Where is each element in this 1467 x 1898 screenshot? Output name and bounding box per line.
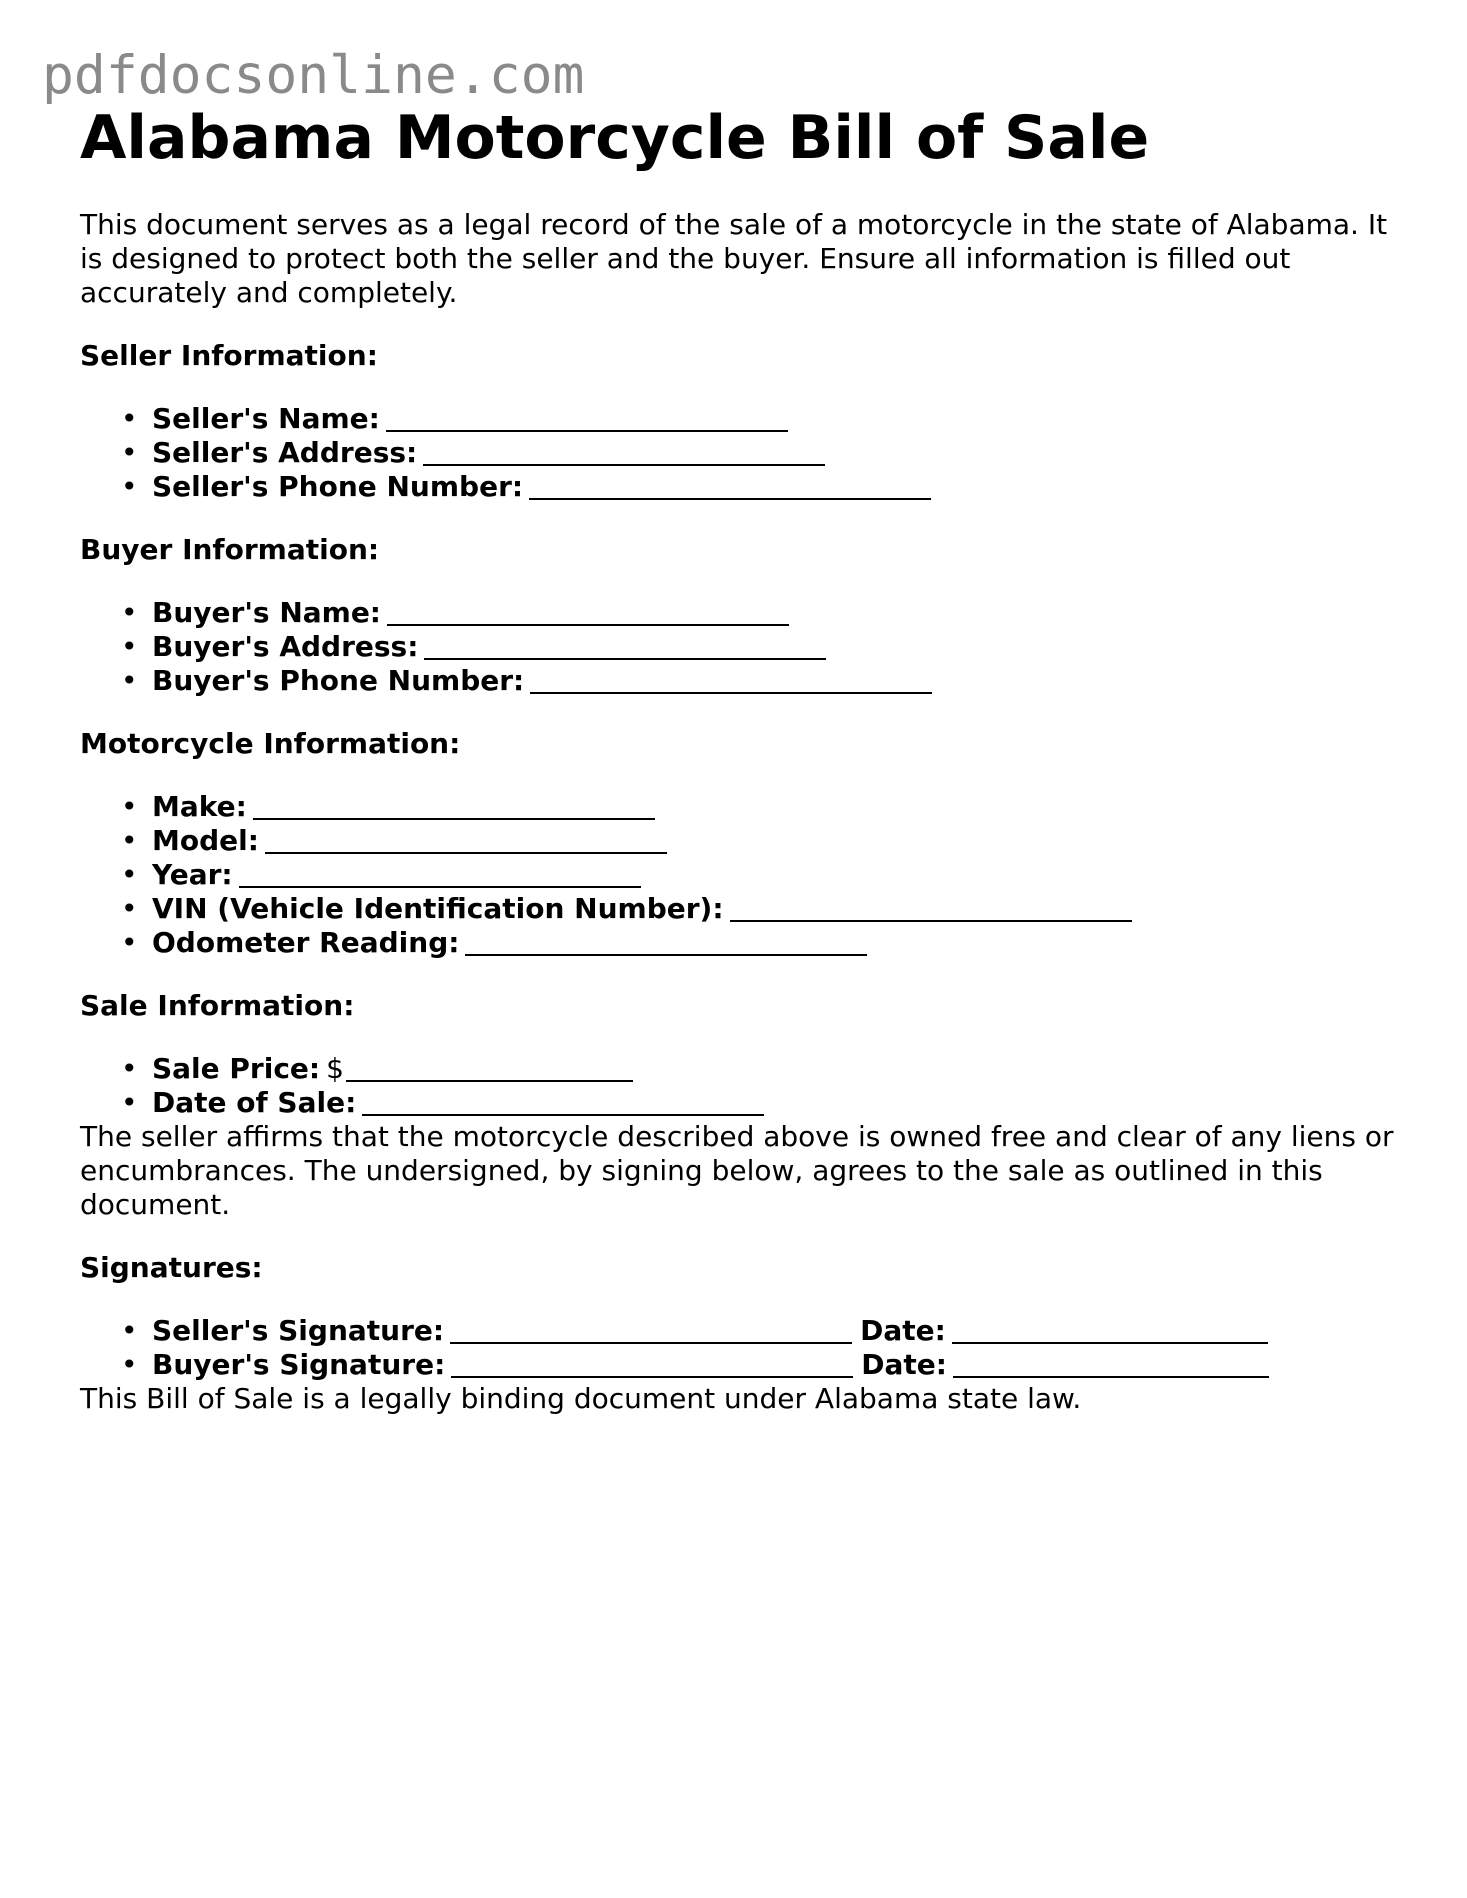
- seller-signature-date-label: Date:: [860, 1314, 946, 1347]
- buyer-name-field[interactable]: [387, 623, 789, 626]
- seller-signature-label: Seller's Signature:: [152, 1314, 445, 1347]
- vin-label: VIN (Vehicle Identification Number):: [152, 892, 724, 925]
- buyer-address-label: Buyer's Address:: [152, 630, 419, 663]
- make-label: Make:: [152, 790, 247, 823]
- odometer-item: [152, 926, 1400, 960]
- seller-phone-item: [152, 470, 1400, 504]
- buyer-phone-field[interactable]: [530, 691, 932, 694]
- motorcycle-section-heading: Motorcycle Information:: [80, 727, 461, 760]
- signatures-list: [80, 1314, 1400, 1382]
- sale-date-field[interactable]: [362, 1113, 764, 1116]
- seller-signature-field[interactable]: [450, 1341, 852, 1344]
- odometer-field[interactable]: [465, 953, 867, 956]
- sale-section-heading: Sale Information:: [80, 989, 355, 1022]
- motorcycle-fields-list: [80, 790, 1400, 960]
- seller-name-field[interactable]: [386, 429, 788, 432]
- sale-date-label: Date of Sale:: [152, 1086, 357, 1119]
- vin-field[interactable]: [730, 919, 1132, 922]
- seller-phone-field[interactable]: [529, 497, 931, 500]
- document: [80, 100, 1400, 1416]
- seller-phone-label: Seller's Phone Number:: [152, 470, 524, 503]
- sale-date-item: [152, 1086, 1400, 1120]
- buyer-address-item: [152, 630, 1400, 664]
- year-item: [152, 858, 1400, 892]
- signatures-section-heading: Signatures:: [80, 1251, 263, 1284]
- currency-symbol: $: [326, 1052, 344, 1085]
- seller-signature-date-field[interactable]: [952, 1341, 1268, 1344]
- odometer-label: Odometer Reading:: [152, 926, 460, 959]
- make-field[interactable]: [253, 817, 655, 820]
- buyer-signature-item: [152, 1348, 1400, 1382]
- seller-fields-list: [80, 402, 1400, 504]
- sale-price-label: Sale Price:: [152, 1052, 321, 1085]
- sale-fields-list: [80, 1052, 1400, 1120]
- model-label: Model:: [152, 824, 259, 857]
- seller-section-heading: Seller Information:: [80, 339, 378, 372]
- watermark: pdfdocsonline.com: [42, 45, 585, 106]
- buyer-phone-label: Buyer's Phone Number:: [152, 664, 525, 697]
- vin-item: [152, 892, 1400, 926]
- buyer-address-field[interactable]: [424, 657, 826, 660]
- seller-address-field[interactable]: [423, 463, 825, 466]
- buyer-name-item: [152, 596, 1400, 630]
- buyer-signature-date-label: Date:: [861, 1348, 947, 1381]
- seller-signature-item: [152, 1314, 1400, 1348]
- seller-name-label: Seller's Name:: [152, 402, 380, 435]
- page-title: Alabama Motorcycle Bill of Sale: [80, 103, 1150, 173]
- sale-price-item: [152, 1052, 1400, 1086]
- seller-address-item: [152, 436, 1400, 470]
- year-field[interactable]: [239, 885, 641, 888]
- buyer-fields-list: [80, 596, 1400, 698]
- buyer-signature-date-field[interactable]: [953, 1375, 1269, 1378]
- buyer-section-heading: Buyer Information:: [80, 533, 380, 566]
- seller-name-item: [152, 402, 1400, 436]
- intro-paragraph: This document serves as a legal record of the sale of a motorcycle in the state of Alabama. It is designed to protect both the seller and the buyer. Ensure all information is filled out accurately and completely.: [80, 208, 1388, 309]
- model-item: [152, 824, 1400, 858]
- year-label: Year:: [152, 858, 233, 891]
- affirmation-paragraph: The seller affirms that the motorcycle described above is owned free and clear of any liens or encumbrances. The undersigned, by signing below, agrees to the sale as outlined in this document.: [80, 1120, 1394, 1221]
- seller-address-label: Seller's Address:: [152, 436, 418, 469]
- model-field[interactable]: [265, 851, 667, 854]
- buyer-signature-field[interactable]: [451, 1375, 853, 1378]
- buyer-signature-label: Buyer's Signature:: [152, 1348, 446, 1381]
- buyer-phone-item: [152, 664, 1400, 698]
- closing-statement: This Bill of Sale is a legally binding document under Alabama state law.: [80, 1382, 1082, 1415]
- make-item: [152, 790, 1400, 824]
- buyer-name-label: Buyer's Name:: [152, 596, 382, 629]
- sale-price-field[interactable]: [346, 1079, 633, 1082]
